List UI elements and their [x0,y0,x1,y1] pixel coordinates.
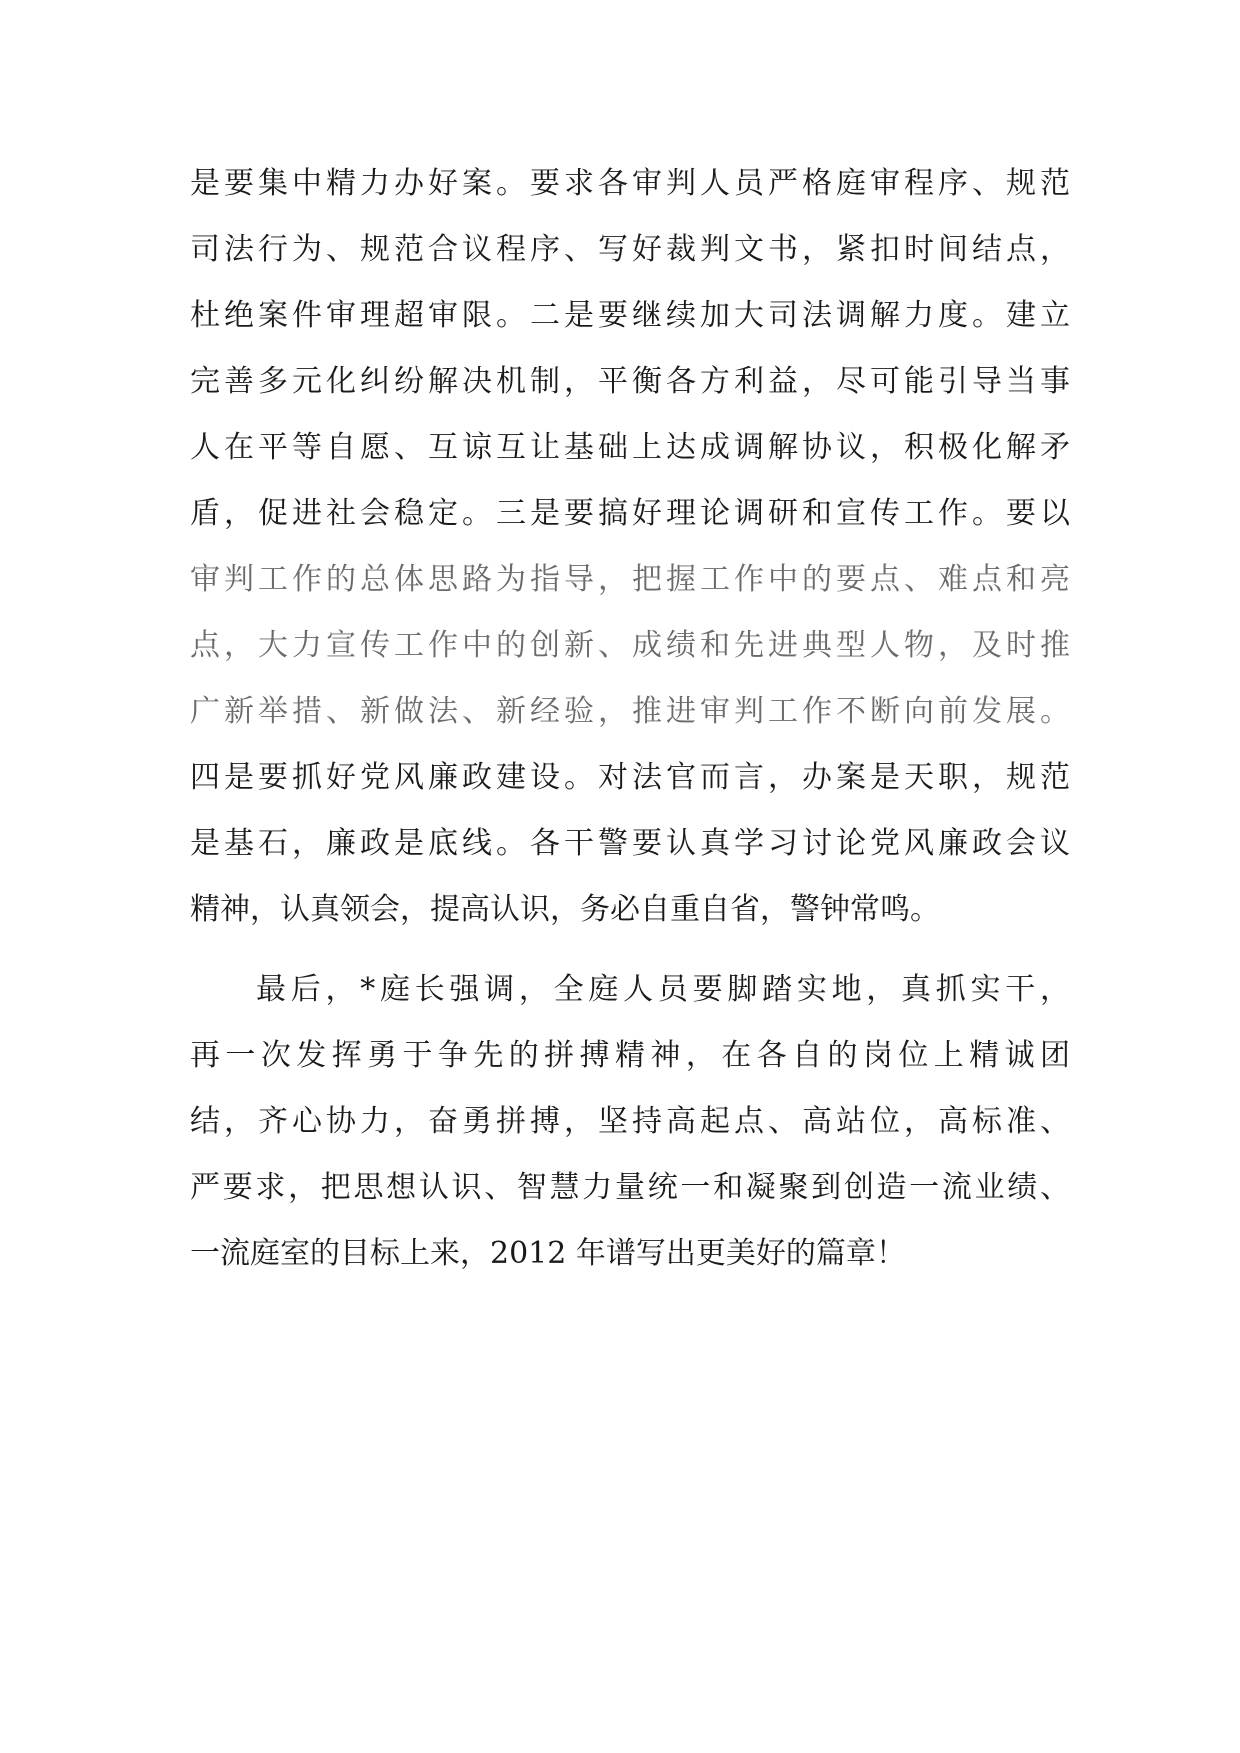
paragraph-line: 最后，*庭长强调，全庭人员要脚踏实地，真抓实干， [256,972,1070,1007]
paragraph-line: 广新举措、新做法、新经验，推进审判工作不断向前发展。 [190,694,1070,729]
paragraph-line: 四是要抓好党风廉政建设。对法官而言，办案是天职，规范 [190,760,1070,795]
body-paragraph-2 [190,957,1070,1287]
paragraph-line: 严要求，把思想认识、智慧力量统一和凝聚到创造一流业绩、 [190,1170,1070,1205]
body-paragraph-1 [190,151,1070,943]
paragraph-line: 审判工作的总体思路为指导，把握工作中的要点、难点和亮 [190,562,1070,597]
paragraph-line: 点，大力宣传工作中的创新、成绩和先进典型人物，及时推 [190,628,1070,663]
paragraph-line: 一流庭室的目标上来，2012 年谱写出更美好的篇章！ [190,1236,906,1271]
paragraph-line: 人在平等自愿、互谅互让基础上达成调解协议，积极化解矛 [190,430,1070,465]
paragraph-line: 完善多元化纠纷解决机制，平衡各方利益，尽可能引导当事 [190,364,1070,399]
paragraph-line: 精神，认真领会，提高认识，务必自重自省，警钟常鸣。 [190,892,940,927]
paragraph-line: 杜绝案件审理超审限。二是要继续加大司法调解力度。建立 [190,298,1070,333]
paragraph-line: 盾，促进社会稳定。三是要搞好理论调研和宣传工作。要以 [190,496,1070,531]
paragraph-line: 再一次发挥勇于争先的拼搏精神，在各自的岗位上精诚团 [190,1038,1070,1073]
paragraph-line: 司法行为、规范合议程序、写好裁判文书，紧扣时间结点， [190,232,1070,267]
paragraph-line: 是要集中精力办好案。要求各审判人员严格庭审程序、规范 [190,166,1070,201]
paragraph-line: 结，齐心协力，奋勇拼搏，坚持高起点、高站位，高标准、 [190,1104,1070,1139]
paragraph-line: 是基石，廉政是底线。各干警要认真学习讨论党风廉政会议 [190,826,1070,861]
